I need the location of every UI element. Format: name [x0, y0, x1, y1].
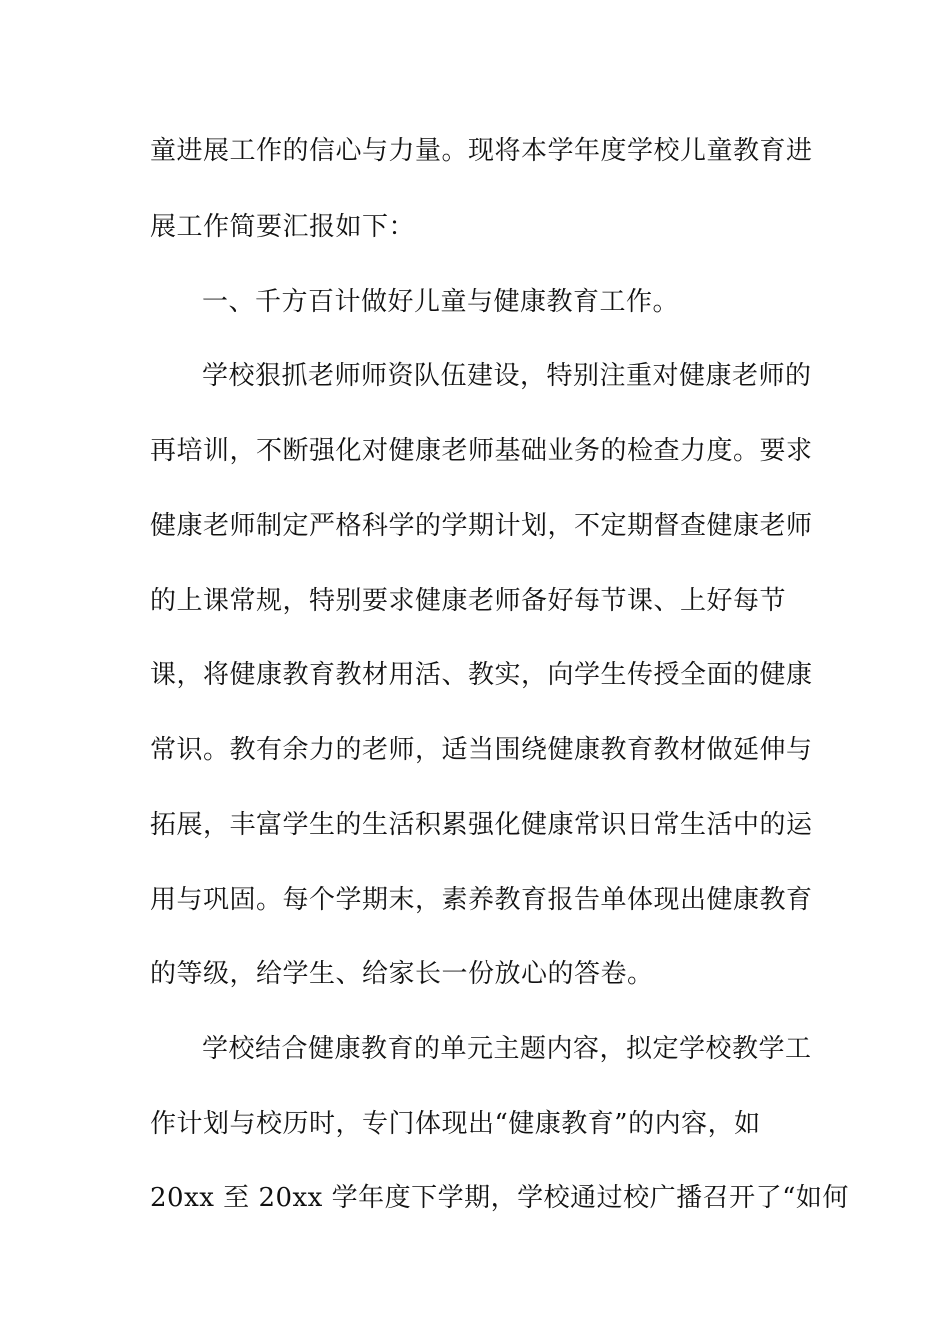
text-line: 用与巩固。每个学期末，素养教育报告单体现出健康教育 — [150, 885, 813, 915]
text-line: 常识。教有余力的老师，适当围绕健康教育教材做延伸与 — [150, 735, 813, 765]
paragraph-first-line: 学校结合健康教育的单元主题内容，拟定学校教学工 — [202, 1034, 812, 1064]
text-line: 课，将健康教育教材用活、教实，向学生传授全面的健康 — [150, 660, 813, 690]
text-line: 健康老师制定严格科学的学期计划，不定期督查健康老师 — [150, 511, 813, 541]
section-heading: 一、千方百计做好儿童与健康教育工作。 — [202, 287, 680, 317]
text-line: 展工作简要汇报如下： — [150, 212, 416, 242]
text-line: 拓展，丰富学生的生活积累强化健康常识日常生活中的运 — [150, 810, 813, 840]
text-line: 的等级，给学生、给家长一份放心的答卷。 — [150, 959, 654, 989]
paragraph-first-line: 学校狠抓老师师资队伍建设，特别注重对健康老师的 — [202, 361, 812, 391]
text-line: 的上课常规，特别要求健康老师备好每节课、上好每节 — [150, 586, 787, 616]
text-line: 20xx 至 20xx 学年度下学期，学校通过校广播召开了“如何 — [150, 1183, 849, 1213]
text-line: 再培训，不断强化对健康老师基础业务的检查力度。要求 — [150, 436, 813, 466]
text-line: 童进展工作的信心与力量。现将本学年度学校儿童教育进 — [150, 136, 813, 166]
text-line: 作计划与校历时，专门体现出“健康教育”的内容，如 — [150, 1109, 761, 1139]
